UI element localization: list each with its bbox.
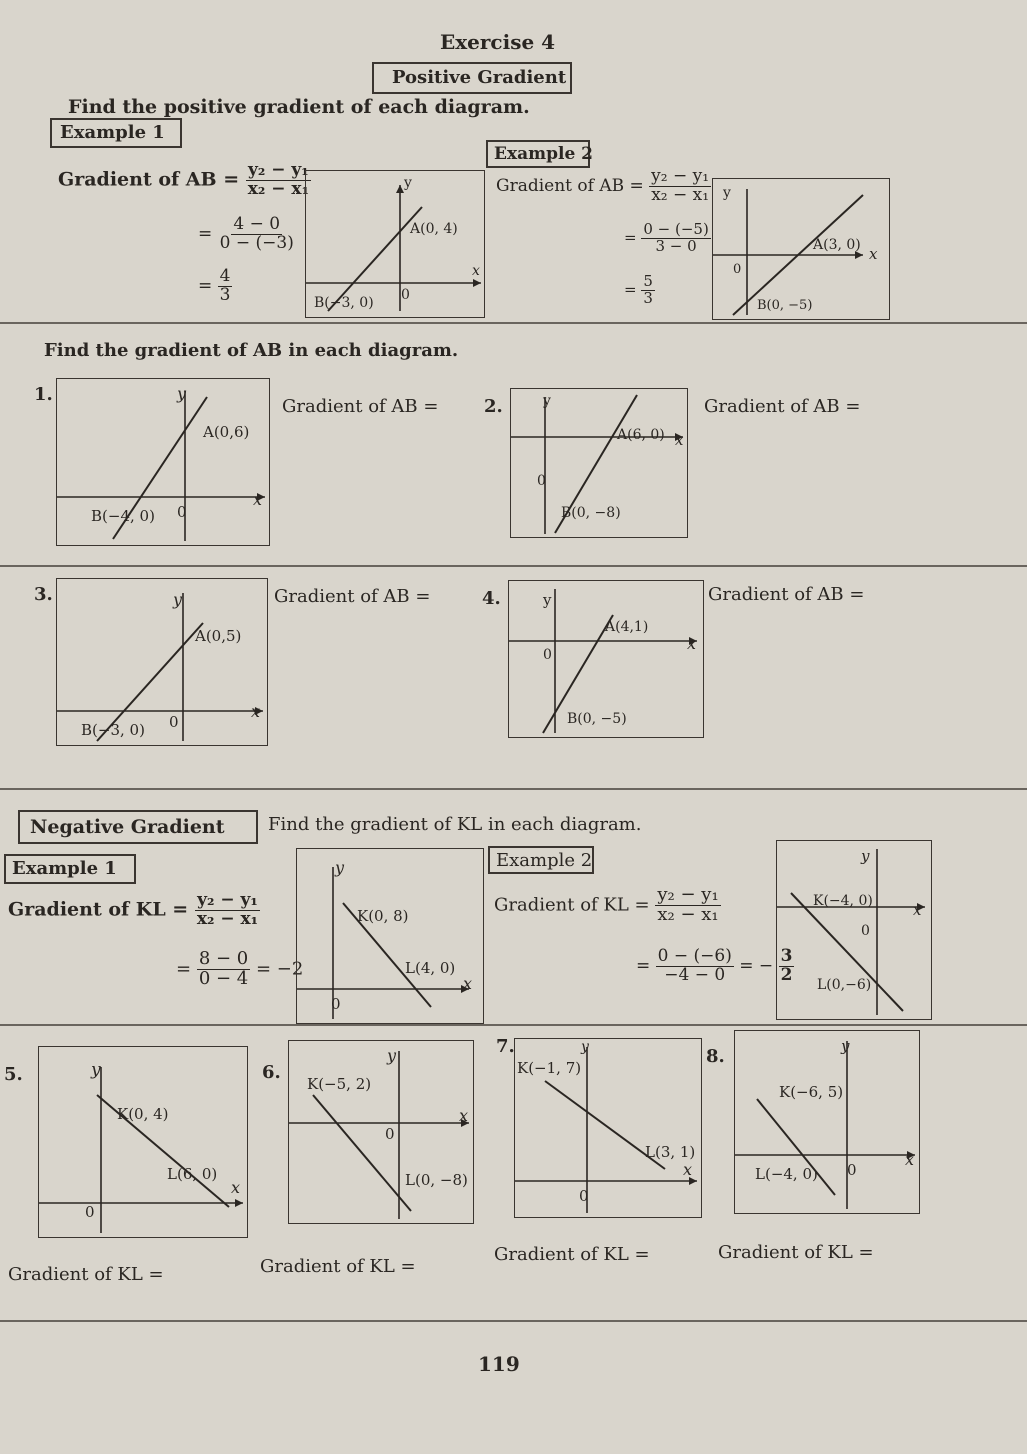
formula-lead: Gradient of AB =	[496, 175, 644, 196]
negative-gradient-heading: Negative Gradient	[30, 816, 225, 838]
question-8-prompt: Gradient of KL =	[718, 1242, 874, 1263]
neg-example-2-formula	[494, 886, 721, 925]
example-1-step-1	[198, 216, 296, 253]
point-k-label: K(0, 4)	[117, 1105, 169, 1123]
question-6-graph	[288, 1040, 474, 1224]
formula-fraction	[246, 162, 311, 199]
y-axis-label: y	[581, 1039, 589, 1055]
example-2-graph	[712, 178, 890, 320]
line-kl	[313, 1095, 411, 1211]
formula-denominator: x₂ − x₁	[657, 903, 719, 925]
page-title: Exercise 4	[440, 30, 556, 54]
question-2-number: 2.	[484, 396, 503, 417]
origin-label: 0	[85, 1203, 95, 1221]
positive-instruction: Find the positive gradient of each diagram.	[68, 96, 530, 118]
y-axis-arrow-icon	[396, 185, 404, 193]
section-divider	[0, 788, 1027, 790]
question-1-graph	[56, 378, 270, 546]
question-1-prompt: Gradient of AB =	[282, 396, 439, 417]
x-axis-arrow-icon	[473, 279, 481, 287]
neg-example-1-formula	[8, 892, 260, 929]
point-b-label: B(−3, 0)	[81, 721, 145, 739]
x-axis-label: x	[231, 1178, 241, 1197]
x-axis-label: x	[253, 490, 263, 509]
x-axis-arrow-icon	[235, 1199, 243, 1207]
question-4-number: 4.	[482, 588, 501, 609]
example-2-formula	[496, 168, 711, 205]
x-axis-label: x	[913, 901, 922, 919]
equals-sign: =	[624, 280, 637, 299]
question-7-graph	[514, 1038, 702, 1218]
formula-lead: Gradient of KL =	[494, 894, 650, 916]
origin-label: 0	[579, 1187, 589, 1205]
question-8-number: 8.	[706, 1046, 725, 1067]
point-a-label: A(3, 0)	[813, 237, 861, 253]
example-1-graph	[305, 170, 485, 318]
step-denominator: 0 − (−3)	[219, 232, 294, 253]
step-fraction	[218, 216, 296, 253]
point-b-label: B(0, −8)	[561, 505, 621, 521]
formula-numerator: y₂ − y₁	[651, 166, 710, 186]
point-b-label: B(−4, 0)	[91, 507, 155, 525]
neg-example-1-label-box	[4, 854, 136, 884]
step-numerator: 0 − (−5)	[643, 220, 709, 238]
neg-example-2-label: Example 2	[496, 850, 593, 871]
step-fraction	[197, 950, 250, 989]
question-4-prompt: Gradient of AB =	[708, 584, 865, 605]
y-axis-label: y	[91, 1060, 101, 1080]
origin-label: 0	[543, 647, 552, 663]
point-a-label: A(0,5)	[195, 627, 242, 645]
negative-gradient-heading-box	[18, 810, 258, 844]
y-axis-label: y	[543, 591, 552, 609]
question-1-number: 1.	[34, 384, 53, 405]
formula-lead: Gradient of KL =	[8, 898, 189, 921]
question-2-graph-svg	[511, 389, 686, 536]
question-5-graph-svg	[39, 1047, 246, 1236]
point-b-label: B(0, −5)	[567, 711, 627, 727]
point-l-label: L(3, 1)	[645, 1143, 696, 1161]
neg-example-1-label: Example 1	[12, 858, 117, 879]
positive-gradient-heading-box	[372, 62, 572, 94]
point-b-label: B(0, −5)	[757, 298, 813, 313]
example-1-label-box	[50, 118, 182, 148]
y-axis-label: y	[387, 1046, 397, 1065]
example-2-graph-svg	[713, 179, 888, 318]
neg-example-1-graph-svg	[297, 849, 482, 1022]
question-8-graph	[734, 1030, 920, 1214]
origin-label: 0	[169, 713, 179, 731]
example-2-label-box	[486, 140, 594, 168]
positive-gradient-heading: Positive Gradient	[392, 67, 567, 88]
neg-example-2-label-box	[488, 846, 594, 874]
result-fraction	[641, 274, 655, 307]
example-1-label: Example 1	[60, 122, 165, 143]
point-k-label: K(−6, 5)	[779, 1083, 844, 1101]
question-5-number: 5.	[4, 1064, 23, 1085]
step-fraction	[656, 948, 734, 985]
equals-sign: =	[176, 958, 192, 980]
step-fraction	[641, 222, 710, 255]
x-axis-label: x	[472, 263, 480, 279]
section-divider	[0, 322, 1027, 324]
y-axis-label: y	[543, 393, 551, 409]
x-axis-label: x	[675, 431, 684, 449]
question-4-graph	[508, 580, 704, 738]
example-2-label: Example 2	[494, 144, 594, 164]
point-a-label: A(4,1)	[605, 619, 649, 635]
equals-sign: =	[198, 275, 213, 296]
neg-example-2-graph-svg	[777, 841, 930, 1018]
result-denominator: 2	[780, 964, 793, 985]
y-axis-label: y	[177, 384, 187, 403]
neg-example-2-graph	[776, 840, 932, 1020]
origin-label: 0	[331, 995, 341, 1013]
step-numerator: 8 − 0	[198, 948, 249, 969]
formula-fraction	[195, 892, 260, 929]
formula-lead: Gradient of AB =	[58, 168, 240, 191]
result-denominator: 3	[643, 288, 653, 307]
neg-example-1-step-1	[176, 950, 303, 989]
neg-example-1-graph	[296, 848, 484, 1024]
equals-sign: =	[624, 228, 637, 247]
x-axis-label: x	[251, 702, 261, 721]
y-axis-label: y	[723, 185, 731, 201]
x-axis-label: x	[459, 1106, 469, 1125]
point-l-label: L(−4, 0)	[755, 1165, 818, 1183]
point-l-label: L(6, 0)	[167, 1165, 218, 1183]
step-denominator: −4 − 0	[664, 964, 726, 985]
question-7-graph-svg	[515, 1039, 700, 1216]
example-1-formula	[58, 162, 311, 199]
example-1-graph-svg	[306, 171, 483, 316]
point-a-label: A(6, 0)	[617, 427, 665, 443]
question-8-graph-svg	[735, 1031, 918, 1212]
y-axis-label: y	[861, 847, 870, 865]
step-numerator: 0 − (−6)	[657, 946, 732, 966]
point-l-label: L(4, 0)	[405, 959, 456, 977]
formula-numerator: y₂ − y₁	[657, 884, 719, 905]
equals-sign: =	[636, 955, 651, 976]
negative-instruction: Find the gradient of KL in each diagram.	[268, 814, 642, 835]
step-denominator: 3 − 0	[655, 236, 697, 255]
formula-denominator: x₂ − x₁	[247, 178, 310, 199]
point-k-label: K(0, 8)	[357, 907, 409, 925]
origin-label: 0	[385, 1125, 395, 1143]
question-6-number: 6.	[262, 1062, 281, 1083]
point-l-label: L(0, −8)	[405, 1171, 468, 1189]
result-numerator: 4	[219, 266, 231, 286]
section-divider	[0, 1024, 1027, 1026]
x-axis-label: x	[687, 634, 697, 653]
example-2-step-2	[624, 274, 655, 307]
result-denominator: 3	[219, 284, 231, 305]
point-b-label: B(−3, 0)	[314, 295, 374, 311]
question-2-prompt: Gradient of AB =	[704, 396, 861, 417]
question-2-graph	[510, 388, 688, 538]
y-axis-label: y	[404, 175, 412, 191]
step-denominator: 0 − 4	[198, 967, 249, 989]
origin-label: 0	[401, 287, 410, 303]
y-axis-label: y	[335, 858, 345, 877]
formula-fraction	[655, 886, 720, 925]
section-divider	[0, 1320, 1027, 1322]
example-1-step-2	[198, 268, 232, 305]
equals-sign: =	[198, 223, 213, 244]
step-numerator: 4 − 0	[233, 214, 281, 234]
origin-label: 0	[847, 1161, 857, 1179]
line-kl	[791, 893, 903, 1011]
question-3-graph	[56, 578, 268, 746]
point-k-label: K(−4, 0)	[813, 893, 873, 909]
neg-example-2-step-1	[636, 948, 794, 985]
point-l-label: L(0,−6)	[817, 977, 872, 993]
question-5-graph	[38, 1046, 248, 1238]
question-3-number: 3.	[34, 584, 53, 605]
point-a-label: A(0, 4)	[410, 221, 458, 237]
origin-label: 0	[177, 503, 187, 521]
result-fraction	[218, 268, 233, 305]
origin-label: 0	[537, 473, 546, 489]
x-axis-label: x	[869, 245, 878, 263]
question-4-graph-svg	[509, 581, 702, 736]
formula-numerator: y₂ − y₁	[197, 890, 258, 910]
x-axis-label: x	[683, 1160, 693, 1179]
point-a-label: A(0,6)	[203, 423, 250, 441]
result-prefix: = −	[739, 955, 774, 976]
section-divider	[0, 565, 1027, 567]
result-numerator: 5	[643, 272, 653, 290]
result-numerator: 3	[780, 946, 793, 966]
question-6-prompt: Gradient of KL =	[260, 1256, 416, 1277]
question-3-prompt: Gradient of AB =	[274, 586, 431, 607]
origin-label: 0	[733, 262, 742, 277]
positive-instruction-2: Find the gradient of AB in each diagram.	[44, 340, 459, 361]
x-axis-label: x	[905, 1150, 915, 1169]
question-3-graph-svg	[57, 579, 266, 744]
question-7-prompt: Gradient of KL =	[494, 1244, 650, 1265]
formula-denominator: x₂ − x₁	[196, 908, 259, 929]
formula-fraction	[649, 168, 711, 205]
y-axis-label: y	[173, 590, 183, 609]
question-6-graph-svg	[289, 1041, 472, 1222]
y-axis-label: y	[841, 1037, 850, 1055]
result-value: = −2	[256, 958, 304, 980]
question-5-prompt: Gradient of KL =	[8, 1264, 164, 1285]
point-k-label: K(−5, 2)	[307, 1075, 372, 1093]
page-number: 119	[478, 1352, 520, 1376]
question-7-number: 7.	[496, 1036, 515, 1057]
point-k-label: K(−1, 7)	[517, 1059, 582, 1077]
x-axis-label: x	[463, 974, 473, 993]
example-2-step-1	[624, 222, 711, 255]
question-1-graph-svg	[57, 379, 268, 544]
formula-numerator: y₂ − y₁	[248, 160, 309, 180]
origin-label: 0	[861, 923, 870, 939]
formula-denominator: x₂ − x₁	[651, 184, 710, 205]
